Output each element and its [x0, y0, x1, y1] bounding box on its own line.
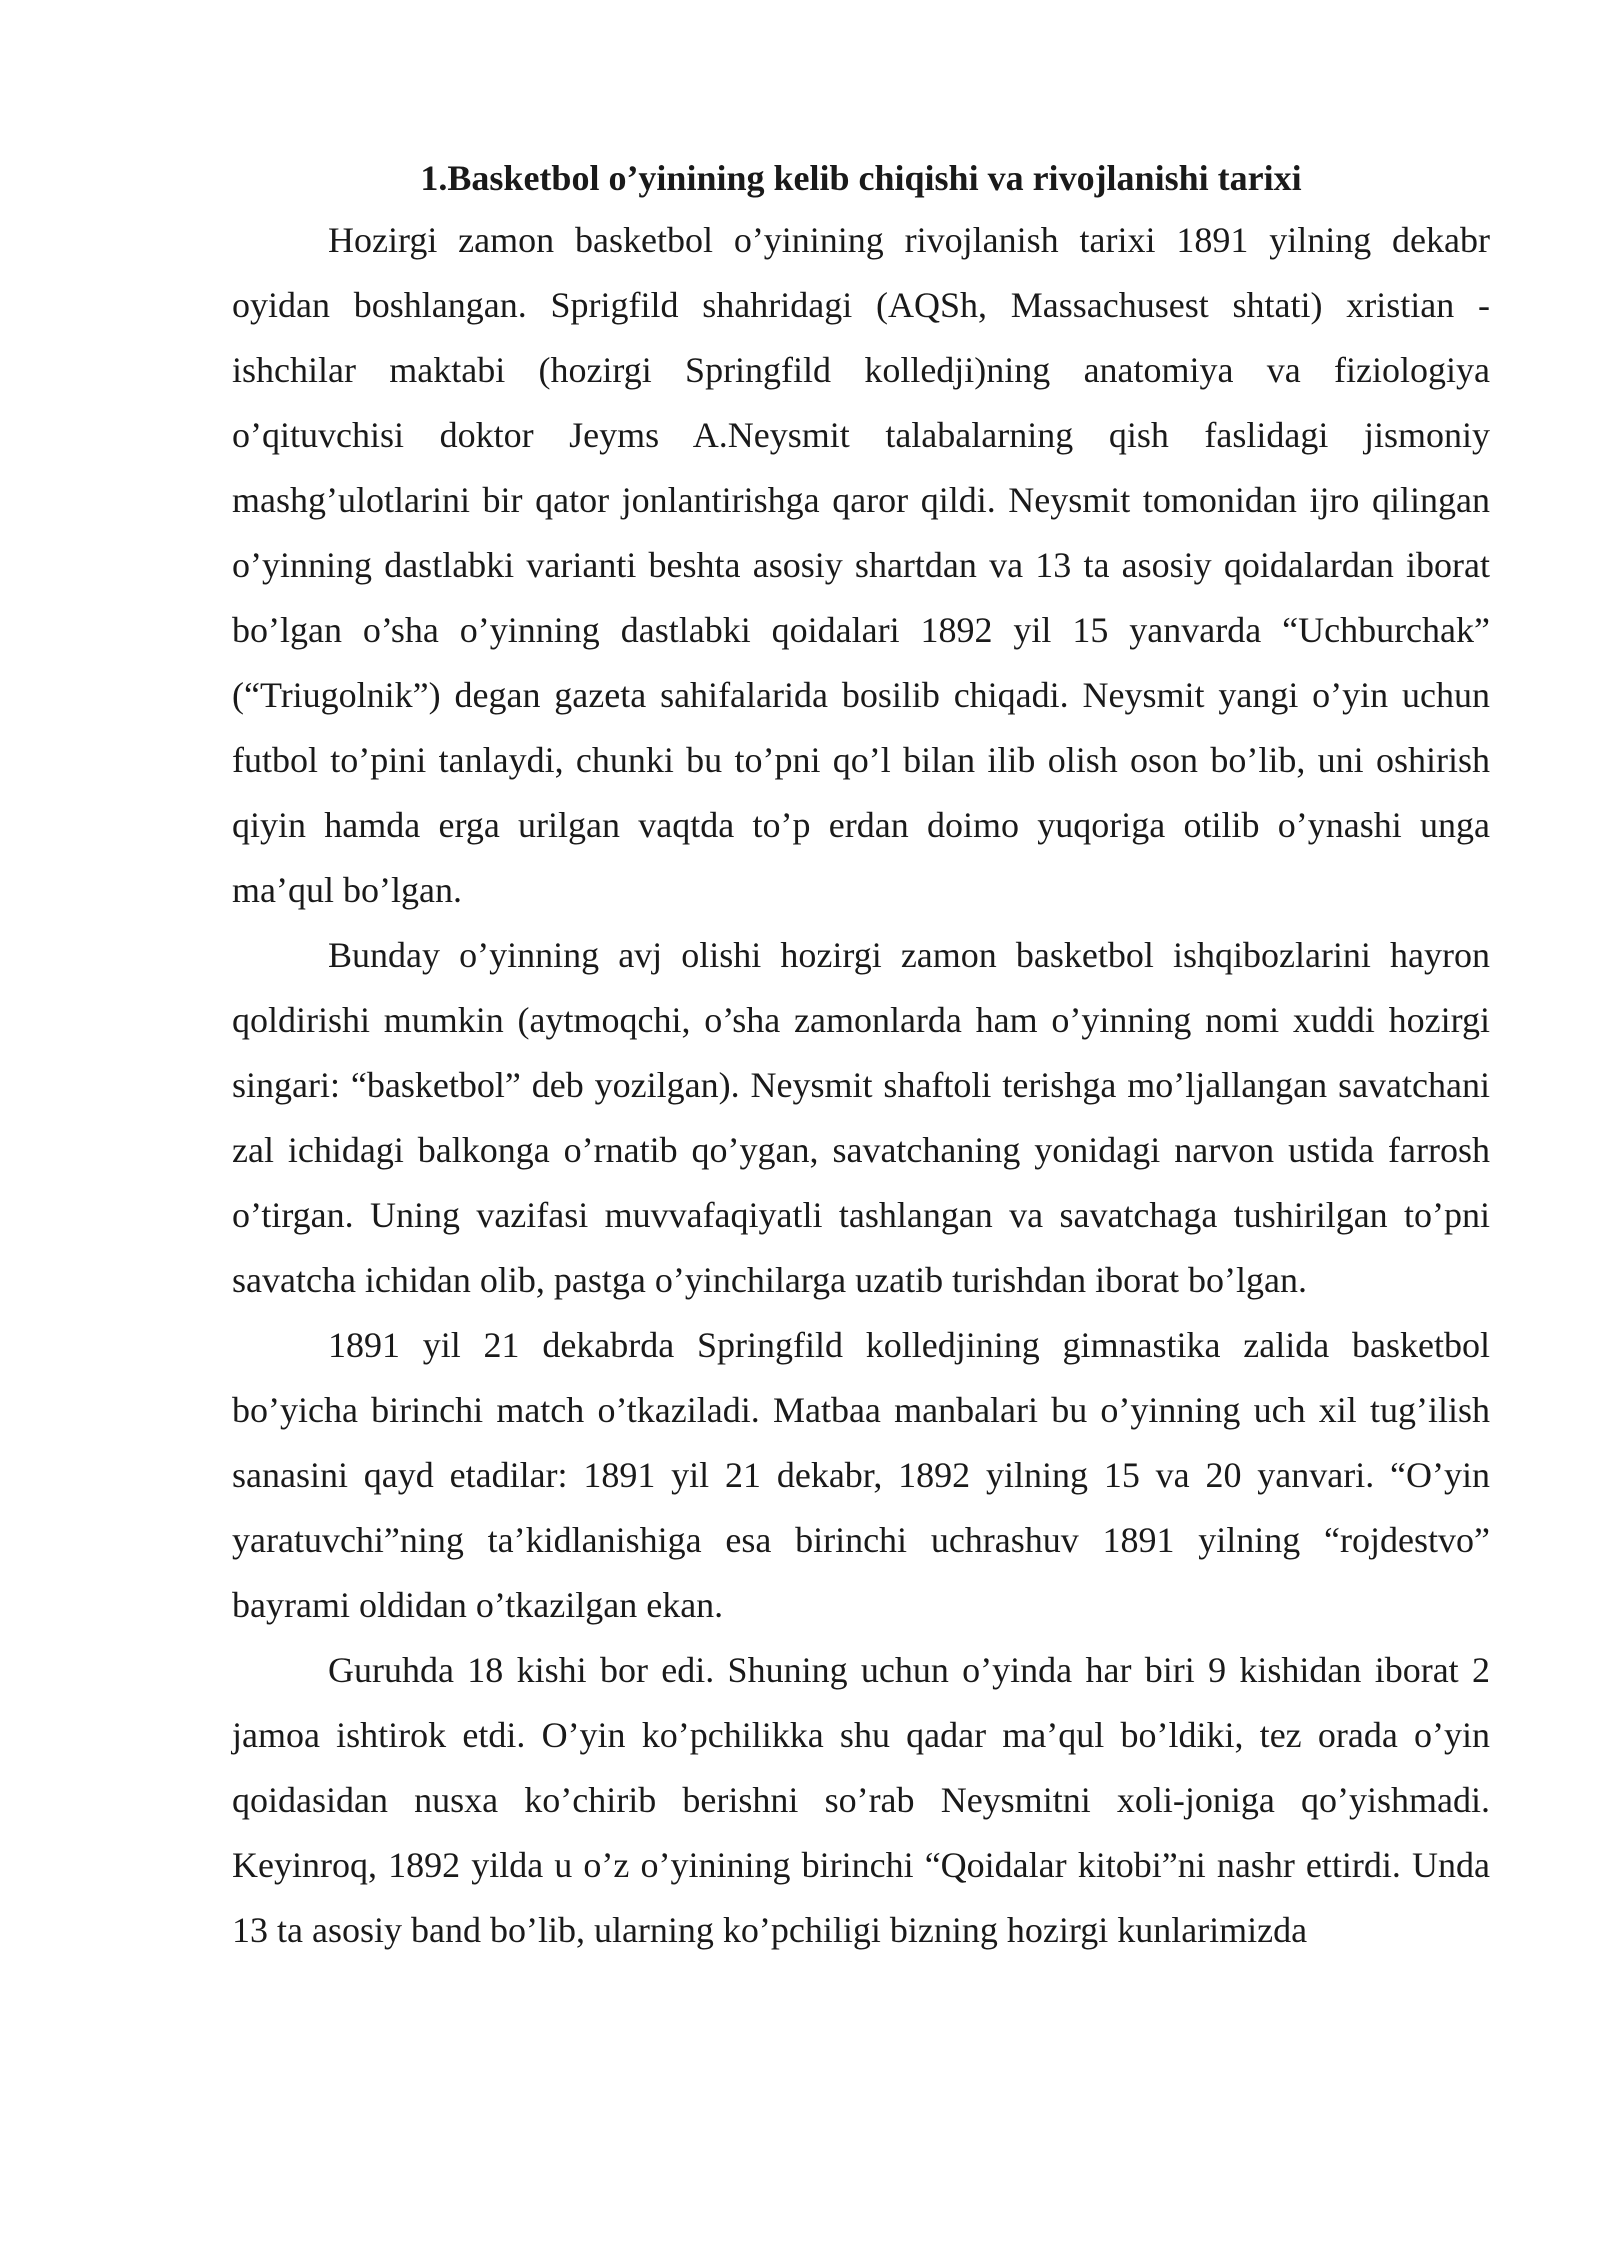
paragraph-3: 1891 yil 21 dekabrda Springfild kolledjining gimnastika zalida basketbol bo’yicha birinchi match o’tkaziladi. Matbaa manbalari bu o’yinning uch xil tug’ilish sanasini qayd etadilar: 1891 yil 21 dekabr, 1892 yilning 15 va 20 yanvari. “O’yin yaratuvchi”ning ta’kidlanishiga esa birinchi uchrashuv 1891 yilning “rojdestvo” bayrami oldidan o’tkazilgan ekan. — [232, 1325, 1490, 1625]
document-title: 1.Basketbol o’yinining kelib chiqishi va rivojlanishi tarixi — [420, 158, 1302, 198]
paragraph-4: Guruhda 18 kishi bor edi. Shuning uchun o’yinda har biri 9 kishidan iborat 2 jamoa ishtirok etdi. O’yin ko’pchilikka shu qadar ma’qul bo’ldiki, tez orada o’yin qoidasidan nusxa ko’chirib berishni so’rab Neysmitni xoli-joniga qo’yishmadi. Keyinroq, 1892 yilda u o’z o’yinining birinchi “Qoidalar kitobi”ni nashr ettirdi. Unda 13 ta asosiy band bo’lib, ularning ko’pchiligi bizning hozirgi kunlarimizda — [232, 1650, 1490, 1950]
paragraph-2: Bunday o’yinning avj olishi hozirgi zamon basketbol ishqibozlarini hayron qoldirishi mumkin (aytmoqchi, o’sha zamonlarda ham o’yinning nomi xuddi hozirgi singari: “basketbol” deb yozilgan). Neysmit shaftoli terishga mo’ljallangan savatchani zal ichidagi balkonga o’rnatib qo’ygan, savatchaning yonidagi narvon ustida farrosh o’tirgan. Uning vazifasi muvvafaqiyatli tashlangan va savatchaga tushirilgan to’pni savatcha ichidan olib, pastga o’yinchilarga uzatib turishdan iborat bo’lgan. — [232, 935, 1490, 1300]
paragraph-1: Hozirgi zamon basketbol o’yinining rivojlanish tarixi 1891 yilning dekabr oyidan boshlangan. Sprigfild shahridagi (AQSh, Massachusest shtati) xristian - ishchilar maktabi (hozirgi Springfild kolledji)ning anatomiya va fiziologiya o’qituvchisi doktor Jeyms A.Neysmit talabalarning qish faslidagi jismoniy mashg’ulotlarini bir qator jonlantirishga qaror qildi. Neysmit tomonidan ijro qilingan o’yinning dastlabki varianti beshta asosiy shartdan va 13 ta asosiy qoidalardan iborat bo’lgan o’sha o’yinning dastlabki qoidalari 1892 yil 15 yanvarda “Uchburchak” (“Triugolnik”) degan gazeta sahifalarida bosilib chiqadi. Neysmit yangi o’yin uchun futbol to’pini tanlaydi, chunki bu to’pni qo’l bilan ilib olish oson bo’lib, uni oshirish qiyin hamda erga urilgan vaqtda to’p erdan doimo yuqoriga otilib o’ynashi unga ma’qul bo’lgan. — [232, 220, 1490, 910]
document-page — [232, 148, 1490, 1963]
